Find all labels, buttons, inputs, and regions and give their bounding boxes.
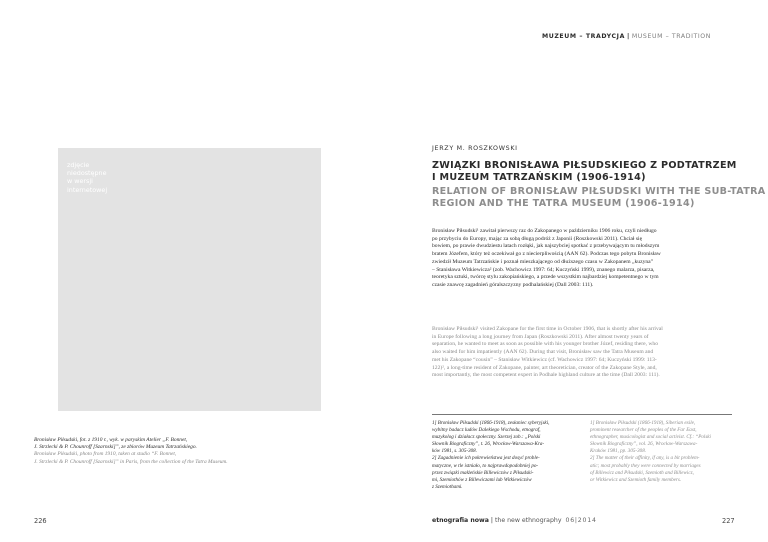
photo-placeholder-line: niedostępne: [67, 169, 107, 178]
paragraph-line: met his Zakopane “cousin” – Stanisław Witkiewicz (cf. Wachowicz 1997: 64; Kuczyński 1999: 113-: [432, 356, 657, 363]
footnote-line: prominent researcher of the peoples of the Far East,: [590, 427, 697, 434]
paragraph-line: 122)², a long-time resident of Zakopane, painter, art theoretician, creator of the Zakopane Style, and,: [432, 364, 657, 371]
caption-en-line: J. Strzlecki & P. Chounroff [Szarnski]” in Paris, from the collection of the Tatra Museum.: [34, 458, 228, 465]
photo-placeholder-line: w wersji: [67, 177, 93, 186]
footnote-line: ków 1981, s. 305-308.: [432, 448, 477, 455]
article-title-pl: [432, 160, 737, 183]
caption-en-line: Bronisław Piłsudski, photo from 1910, taken at studio “F. Bonnet,: [34, 451, 177, 458]
footnote-line: Słownik Biograficzny”, vol. 26, Wrocław-Warszawa-: [590, 441, 698, 448]
issue-number: 06|2014: [565, 517, 597, 524]
footnote-line: 1] Bronisław Piłsudski (1866-1918), zesłaniec syberyjski,: [432, 420, 550, 426]
author-name: JERZY M. ROSZKOWSKI: [432, 145, 518, 152]
page-number-left: 226: [34, 517, 47, 525]
paragraph-line: po przybyciu do Europy, mając za sobą długą podróż z Japonii (Roszkowski 2011). Chciał się: [432, 235, 643, 242]
journal-name-en: the new ethnography: [494, 517, 562, 524]
title-pl-line: I MUZEUM TATRZAŃSKIM (1906-1914): [432, 171, 646, 183]
title-pl-line: ZWIĄZKI BRONISŁAWA PIŁSUDSKIEGO Z PODTATRZEM: [432, 160, 737, 171]
footnote-line: of Billewicz and Piłsudski, Szemioth and Billewicz,: [590, 469, 694, 476]
section-header-separator: |: [626, 33, 630, 40]
caption-pl-line: Bronisław Piłsudski, fot. z 1910 r., wyk. w paryskim Atelier „F. Bonnet,: [34, 437, 188, 443]
footnote-line: muzykolog i działacz społeczny. Szerzej zob.: „Polski: [432, 434, 541, 441]
paragraph-line: in Europe following a long journey from Japan (Roszkowski 2011). After almost twenty years of: [432, 333, 649, 340]
footnotes-pl: [432, 420, 574, 491]
section-header-en: MUSEUM – TRADITION: [631, 33, 711, 40]
paragraph-line: most importantly, the most competent expert in Podhale highland culture at the time (Dall 2003: 111).: [432, 372, 660, 379]
paragraph-line: teoretyka sztuki, twórcę stylu zakopiańskiego, a przede wszystkim najbardziej kompetentnego w tym: [432, 274, 659, 281]
footnote-line: mi, Szemiothów z Billewiczami lub Witkiewiczów: [432, 476, 532, 483]
footnote-line: 2] Zagadnienie ich pokrewieństwa jest dosyć proble-: [432, 455, 540, 462]
paragraph-line: zwiedził Muzeum Tatrzańskie i poznał mieszkającego od dłuższego czasu w Zakopanem „kuzyna”: [432, 258, 654, 265]
body-paragraph-pl: [432, 228, 732, 290]
footnote-line: Kraków 1981, pp. 305-308.: [590, 448, 647, 455]
footnote-divider: [432, 414, 732, 415]
photo-placeholder-text: [67, 161, 125, 194]
title-en-line: REGION AND THE TATRA MUSEUM (1906-1914): [432, 197, 695, 209]
photo-placeholder: [58, 148, 321, 411]
title-en-line: RELATION OF BRONISŁAW PIŁSUDSKI WITH THE SUB-TATRA: [432, 186, 766, 197]
paragraph-line: also waited for him impatiently (AAN 62). During that visit, Bronisław saw the Tatra Museum and: [432, 349, 654, 356]
paragraph-line: separation, he wanted to meet as soon as possible with his younger brother Józef, residing there, who: [432, 341, 659, 348]
paragraph-line: Bronisław Piłsudski¹ zawitał pierwszy raz do Zakopanego w październiku 1906 roku, czyli niedługo: [432, 228, 657, 234]
paragraph-line: Bronisław Piłsudski¹ visited Zakopane for the first time in October 1906, that is shortly after his arrival: [432, 326, 663, 332]
footnote-line: 2] The matter of their affinity, if any, is a bit problem-: [590, 455, 700, 462]
photo-placeholder-line: internetowej: [67, 185, 108, 194]
paragraph-line: czasie znawcę zagadnień góralszczyzny podhalańskiej (Dall 2003: 111).: [432, 281, 594, 288]
caption-pl-line: J. Strzlecki & P. Chounroff [Szarnski]”, ze zbiorów Muzeum Tatrzańskiego.: [34, 444, 197, 451]
footnote-line: wybitny badacz ludów Dalekiego Wschodu, etnograf,: [432, 427, 541, 434]
photo-caption: [34, 437, 319, 466]
footnotes-en: [590, 420, 732, 484]
section-header-pl: MUZEUM – TRADYCJA: [541, 33, 625, 40]
page-number-right: 227: [722, 517, 735, 525]
footnote-line: ethnographer, musicologist and social activist. Cf.: “Polski: [590, 434, 711, 441]
article-title-en: [432, 186, 766, 209]
body-paragraph-en: [432, 326, 732, 380]
footnote-line: Słownik Biograficzny”, t. 26, Wrocław-Warszawa-Kra-: [432, 441, 545, 448]
footnote-line: matyczne, w tle istniało, to najprawdopodobniej po-: [432, 462, 539, 469]
paragraph-line: bowiem, po prawie dwudziestu latach rozłąki, jak najszybciej spotkać z przebywającym tu młodszym: [432, 243, 660, 250]
paragraph-line: bratem Józefem, który też oczekiwał go z niecierpliwością (AAN 62). Podczas tego pobytu Bronisław: [432, 251, 661, 258]
footnote-line: or Witkiewicz and Szemioth family members.: [590, 476, 682, 483]
journal-separator: |: [490, 517, 493, 524]
section-header: [542, 33, 711, 40]
photo-placeholder-line: zdjęcie: [67, 161, 90, 169]
footnote-line: atic; most probably they were connected by marriages: [590, 462, 701, 469]
footnote-line: przez związki małżeńskie Billewiczów z Piłsudski-: [432, 469, 534, 476]
journal-name-pl: etnografia nowa: [432, 517, 489, 524]
journal-footer: [432, 517, 597, 524]
paragraph-line: – Stanisława Witkiewicza² (zob. Wachowicz 1997: 64; Kuczyński 1999), znanego malarza, pisarza,: [432, 266, 655, 273]
footnote-line: 1] Bronisław Piłsudski (1866-1918), Siberian exile,: [590, 420, 696, 426]
footnote-line: z Szemiothami.: [432, 483, 463, 490]
